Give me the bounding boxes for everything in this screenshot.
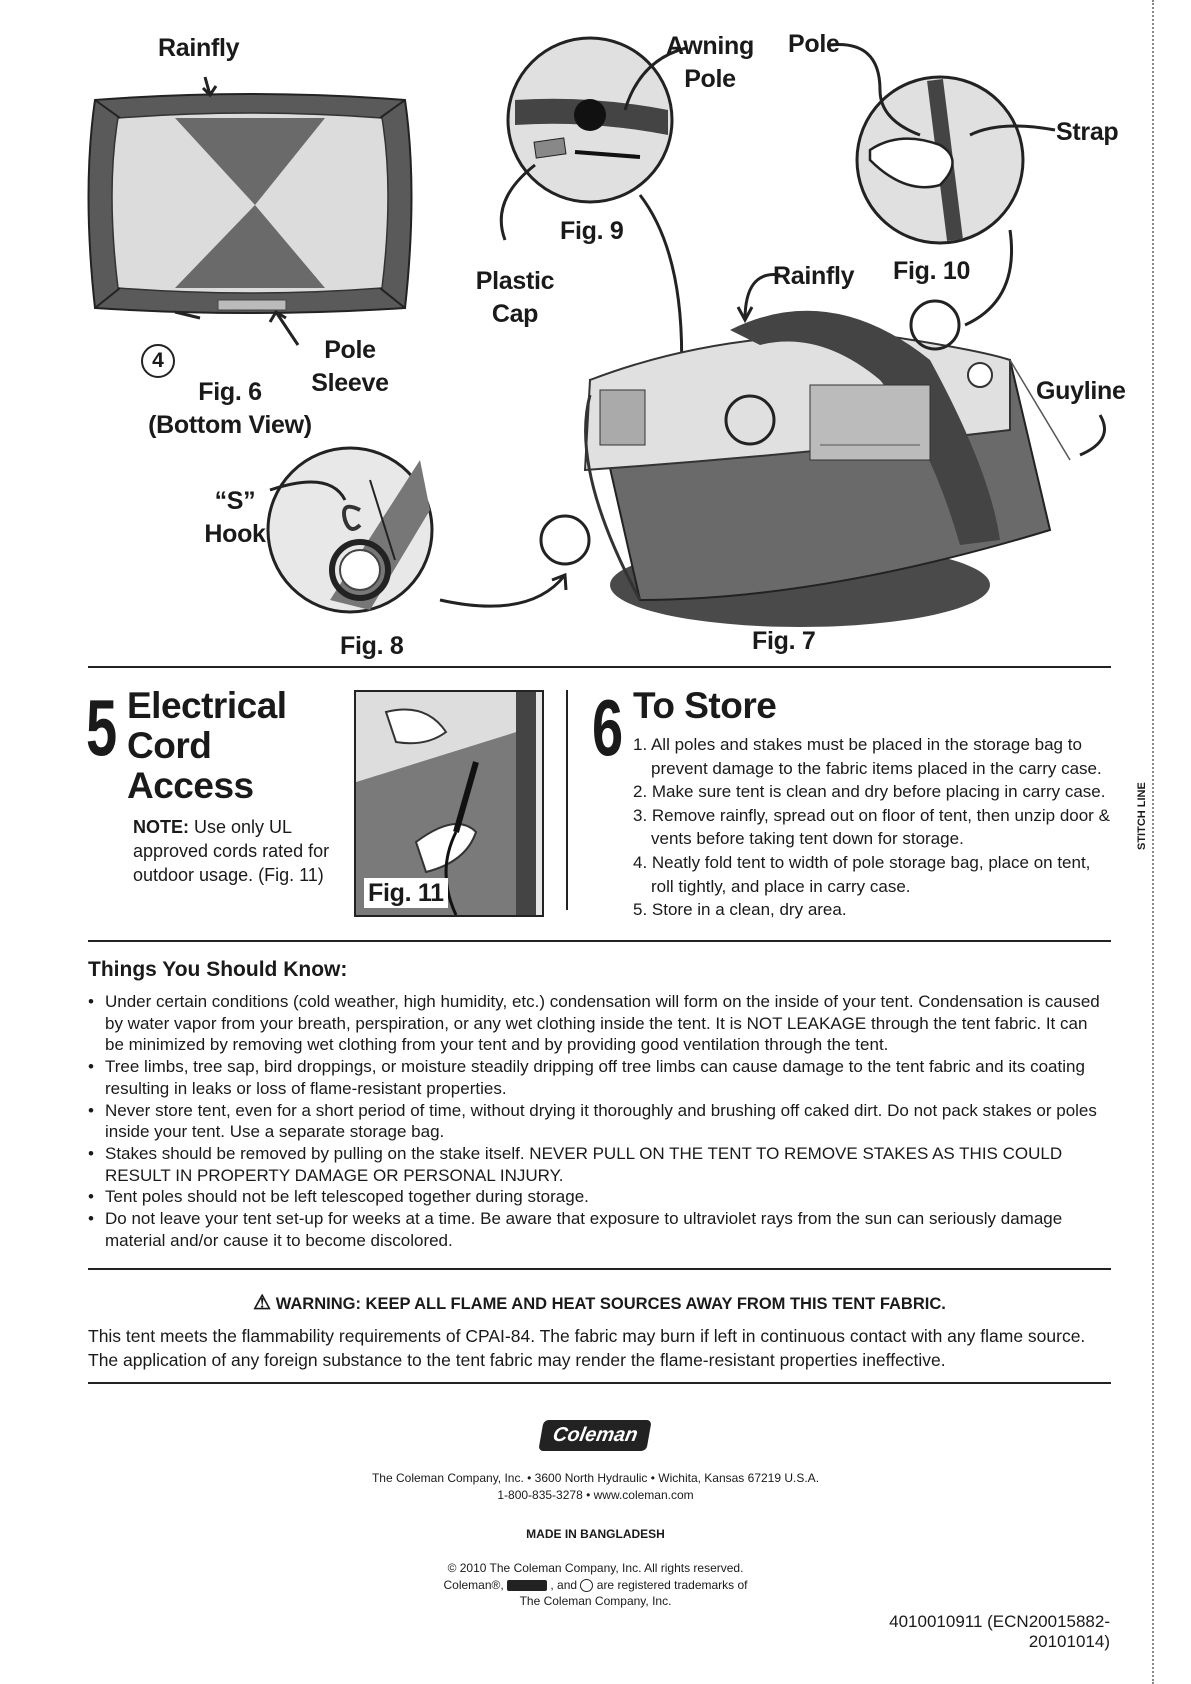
- note-label: NOTE:: [133, 817, 189, 837]
- things-to-know-title: Things You Should Know:: [88, 958, 348, 981]
- label-rainfly-fig7: Rainfly: [773, 262, 855, 290]
- label-s-hook-line1: “S”: [214, 487, 256, 515]
- section5-number: 5: [86, 683, 118, 772]
- things-to-know-list: [88, 991, 1111, 1251]
- store-step: 4. Neatly fold tent to width of pole storage bag, place on tent, roll tightly, and place in carry case.: [633, 852, 1091, 896]
- divider-middle: [88, 940, 1111, 942]
- fig8-title: Fig. 8: [340, 632, 404, 660]
- store-steps-list: [633, 733, 1113, 922]
- stitch-line-label: STITCH LINE: [1136, 782, 1148, 850]
- tip-item: • Under certain conditions (cold weather, high humidity, etc.) condensation will form on the inside of your tent. Condensation is caused by water vapor from your breath, perspiration, or any wet clothing inside the tent. It is NOT LEAKAGE through the tent fabric. It can be minimized by removing wet clothing from your tent and by providing good ventilation through the tent.: [88, 991, 1111, 1056]
- tip-item: • Tree limbs, tree sap, bird droppings, or moisture steadily dripping off tree limbs can cause damage to the tent fabric and its coating resulting in leaks or loss of flame-resistant properties.: [88, 1056, 1111, 1099]
- part-number: 4010010911 (ECN20015882-20101014): [889, 1612, 1110, 1651]
- store-step: 2. Make sure tent is clean and dry before placing in carry case.: [633, 782, 1106, 802]
- store-step: 3. Remove rainfly, spread out on floor of tent, then unzip door & vents before taking tent down for storage.: [633, 805, 1110, 849]
- warning-triangle-icon: ⚠: [253, 1292, 272, 1314]
- fig7-tent-drawing: [541, 275, 1105, 627]
- label-awning-pole: [665, 30, 755, 96]
- fig9-title: Fig. 9: [560, 217, 624, 245]
- fig6-subtitle: (Bottom View): [148, 411, 312, 439]
- label-guyline: Guyline: [1036, 377, 1126, 405]
- coleman-logo: Coleman: [539, 1420, 653, 1451]
- divider-warning-bottom: [88, 1382, 1111, 1384]
- tip-item: • Stakes should be removed by pulling on the stake itself. NEVER PULL ON THE TENT TO REMOVE STAKES AS THIS COULD RESULT IN PROPERTY DAMAGE OR PERSONAL INJURY.: [88, 1143, 1111, 1186]
- note-text-line3: outdoor usage. (Fig. 11): [133, 865, 324, 885]
- footer-trademark-c: are registered trademarks of: [596, 1577, 748, 1592]
- section6-number: 6: [592, 683, 624, 772]
- label-awning-pole-line2: Pole: [684, 65, 736, 93]
- label-s-hook-line2: Hook: [204, 520, 266, 548]
- footer-copyright: © 2010 The Coleman Company, Inc. All rights reserved.: [447, 1561, 744, 1575]
- label-plastic-cap: [470, 265, 560, 331]
- fig6-rainfly-drawing: [89, 77, 412, 345]
- footer-made-in: MADE IN BANGLADESH: [526, 1527, 665, 1541]
- fig10-title: Fig. 10: [893, 257, 971, 285]
- section-divider-vertical: [566, 690, 568, 910]
- coleman-logo-row: [0, 1420, 1191, 1451]
- fig11-image: [354, 690, 544, 917]
- footer-contact: 1-800-835-3278 • www.coleman.com: [497, 1487, 694, 1502]
- fig8-detail-drawing: [268, 448, 566, 612]
- label-pole-sleeve-line2: Sleeve: [311, 369, 389, 397]
- callout-number-4: 4: [141, 344, 175, 378]
- note-text-line1: Use only UL: [189, 817, 293, 837]
- label-pole-sleeve-line1: Pole: [324, 336, 376, 364]
- fig6-caption: [145, 376, 315, 442]
- label-awning-pole-line1: Awning: [665, 32, 754, 60]
- footer-address-block: [0, 1470, 1191, 1503]
- warning-heading: WARNING: KEEP ALL FLAME AND HEAT SOURCES AWAY FROM THIS TENT FABRIC.: [275, 1295, 946, 1313]
- label-s-hook: [200, 485, 270, 551]
- section5-title-line3: Access: [127, 765, 254, 806]
- figures-illustration: [0, 0, 1191, 660]
- store-step: 1. All poles and stakes must be placed in the storage bag to prevent damage to the fabric items placed in the carry case.: [633, 735, 1102, 778]
- warning-heading-row: [88, 1290, 1111, 1315]
- label-pole-sleeve: [300, 334, 400, 400]
- divider-warning-top: [88, 1268, 1111, 1270]
- fig11-title: Fig. 11: [364, 878, 448, 908]
- footer-trademark-a: Coleman®,: [443, 1577, 504, 1592]
- label-plastic-cap-line2: Cap: [491, 300, 539, 328]
- label-pole: Pole: [788, 30, 840, 58]
- section6-title: To Store: [633, 685, 777, 726]
- section5-title: [127, 686, 327, 806]
- footer-address: The Coleman Company, Inc. • 3600 North Hydraulic • Wichita, Kansas 67219 U.S.A.: [371, 1471, 820, 1485]
- tip-item: • Tent poles should not be left telescoped together during storage.: [88, 1186, 1111, 1208]
- store-step: 5. Store in a clean, dry area.: [633, 900, 847, 920]
- fig6-title: Fig. 6: [198, 378, 262, 406]
- divider-top: [88, 666, 1111, 668]
- lantern-man-icon: [580, 1579, 593, 1592]
- footer-trademark-d: The Coleman Company, Inc.: [519, 1594, 672, 1608]
- warning-text: This tent meets the flammability requirements of CPAI-84. The fabric may burn if left in continuous contact with any flame source. The application of any foreign substance to the tent fabric may render the flame-resistant properties ineffective.: [88, 1326, 1086, 1370]
- label-strap: Strap: [1056, 118, 1119, 146]
- label-plastic-cap-line1: Plastic: [475, 267, 555, 295]
- coleman-logo-small-icon: [507, 1580, 547, 1591]
- note-text-line2: approved cords rated for: [133, 841, 330, 861]
- section5-title-line2: Cord: [127, 725, 212, 766]
- footer-trademark-b: , and: [550, 1577, 578, 1592]
- footer-legal: [0, 1560, 1191, 1610]
- label-rainfly-fig6: Rainfly: [158, 34, 240, 62]
- section5-title-line1: Electrical: [127, 685, 287, 726]
- tip-item: • Never store tent, even for a short period of time, without drying it thoroughly and brushing off caked dirt. Do not pack stakes or poles inside your tent. Use a separate storage bag.: [88, 1100, 1111, 1143]
- tip-item: • Do not leave your tent set-up for weeks at a time. Be aware that exposure to ultraviolet rays from the sun can seriously damage material and/or cause it to become discolored.: [88, 1208, 1111, 1251]
- section5-note: [133, 815, 353, 887]
- fig7-title: Fig. 7: [752, 627, 816, 655]
